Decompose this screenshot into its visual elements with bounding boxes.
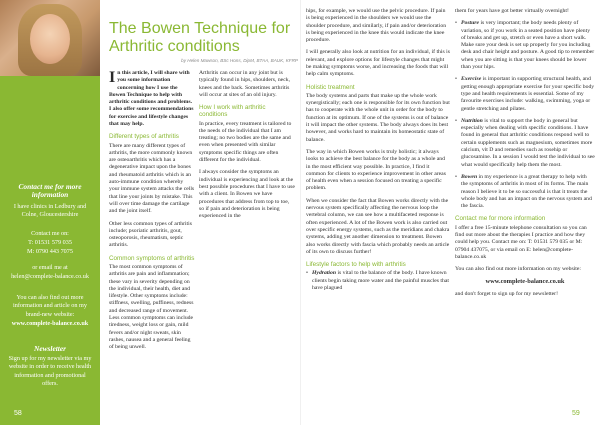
bowen-label: Bowen [461,173,478,180]
lifestyle-list-2 [455,20,595,210]
list-item-posture [455,20,595,71]
para-work-2: I always consider the symptoms an individual is experiencing and look at the best possible procedures that I have to use with a client. In Bowen we have procedures that address from top to toe, so if pain and deterioration is being experienced in the [199,169,295,220]
list-item-nutrition [455,118,595,169]
author-photo [0,0,100,76]
article-column-1 [109,70,195,357]
posture-label: Posture [461,20,480,27]
para-children: Arthritis can occur in any joint but is typically found in hips, shoulders, neck, knees and the back. Sometimes arthritis will occur at sites of an old injury. [199,70,290,98]
article-column-4 [455,8,595,303]
list-item-hydration [306,270,450,292]
list-item-bowen [455,174,595,210]
intro-text: n this article, I will share with you some information concerning how I use the Bowen Technique to help with arthritic conditions and problems. I also offer some recommendations for exercise and lifestyle changes that may help. [109,70,194,128]
para-col2-2: I will generally also look at nutrition for an individual, if this is relevant, and explore options for lifestyle changes that might be making symptoms worse, and increasing the foods that will help calm symptoms. [306,49,450,78]
heading-types: Different types of arthritis [109,133,179,141]
sidebar-tel: T: 01531 579 035 [28,239,72,246]
para-work-1: In practice, every treatment is tailored to the needs of the individual that I am treating; no two bodies are the same and even when presented with similar symptoms specific things are often different for the individual. [199,120,292,164]
page-gutter [300,0,301,425]
sidebar-contact-me-on: Contact me on: [31,230,69,237]
page-number-left: 58 [14,410,22,417]
sidebar-web-info: You can also find out more information and article on my brand-new website: [13,294,87,318]
sidebar-website[interactable]: www.complete-balance.co.uk [11,320,89,327]
para-holistic: The body systems and parts that make up the whole work synergistically; each one is responsible for its own function but has to cooperate with the whole unit in order for the body to function at its optimum. If one of the systems is out of balance it will impact the other systems. The body always does its best however, and works hard to maintain its homeostatic state of balance. [306,92,450,143]
article-intro [109,70,195,128]
article-website[interactable]: www.complete-balance.co.uk [485,278,565,286]
para-newsletter: and don't forget to sign up for my newsletter! [455,290,558,297]
article-column-2 [199,70,295,225]
lifestyle-list-1 [306,270,450,292]
article-byline: by Helen Mawson, BSc Hons, DipM, BTAA, BAUK, KFRP [181,58,298,63]
para-when: When we consider the fact that Bowen works directly with the nervous system specifically affecting the nervous loop the vertebral column, we can see how a multifaceted response is often experienced. A lot of the Bowen work is also carried out over specific energy systems, such as the meridians and chakra systems, adding yet another dimension to treatment. Bowen also works directly with fascia which probably needs an article of its own to discuss further! [306,197,450,255]
para-types-2: Other less common types of arthritis include; psoriatic arthritis, gout, osteoporosis, rheumatism, septic arthritis. [109,220,192,249]
para-types-1: There are many different types of arthritis, the more commonly known are osteoarthritis which has a degenerative impact upon the bones and rheumatoid arthritis which is an auto-immune condition whereby your immune system attacks the cells that line your joints by mistake. This will over time damage the cartilage and the joint itself. [109,142,195,215]
bowen-text: in my experience is a great therapy to help with the symptoms of arthritis in most of its forms. The main reason I believe it to be so successful is that it treats the whole body and has an impact on the nervous system and the fascia. [461,173,592,210]
author-face [30,14,70,64]
article-column-3 [306,8,450,297]
sidebar-email[interactable]: helen@complete-balance.co.uk [11,273,89,280]
list-item-exercise [455,76,595,112]
para-symptoms: The most common symptoms of arthritis are pain and inflammation; these vary in severity depending on the individual, their health, diet and lifestyle. Other symptoms include: stiffness, swelling, puffiness, redness and decreased range of movement. Less common symptoms can include tiredness, weight loss or gain, mild fevers and/or night sweats, skin rashes, nausea and a general feeling of being unwell. [109,263,194,351]
para-web: You can also find out more information on my website: [455,266,581,273]
hydration-text: is vital to the balance of the body. I have known clients begin taking more water and the painful muscles that have plagued [312,270,449,291]
hydration-label: Hydration [312,270,337,277]
sidebar-clinic-text: I have clinics in Ledbury and Colne, Gloucestershire [13,203,87,219]
sidebar-mob: M: 0790 443 7075 [27,248,73,255]
sidebar-email-label: or email me at [32,264,68,271]
para-contact: I offer a free 15-minute telephone consultation so you can find out more about the therapies I practice and how they could help you. Contact me on: T: 01531 579 035 or M: 07904 437075, or via email on E: helen@complete-balance.co.uk [455,224,587,260]
exercise-text: is important in supporting structural health, and getting enough appropriate exercise for your specific body type and health requirements is essential. Some of my favourite exercises include: walking, swimming, yoga or gentle stretching and pilates. [461,76,595,112]
sidebar-newsletter-title: Newsletter [33,344,67,353]
article-title: The Bowen Technique for Arthritic conditions [109,20,291,55]
heading-symptoms: Common symptoms of arthritis [109,254,195,262]
nutrition-label: Nutrition [461,117,483,124]
heading-lifestyle: Lifestyle factors to help with arthritis [306,261,406,269]
heading-holistic: Holistic treatment [306,83,355,91]
nutrition-text: is vital to support the body in general but especially when dealing with specific conditions. I have found in general that arthritic conditions respond well to certain supplements such as magnesium, sometimes more calcium, vit D and remedies such as rosehip or glucosamine. In a session I would test the individual to see what would specifically help them the most. [461,117,595,168]
sidebar-newsletter-text: Sign up for my newsletter via my website in order to receive health information and promotional offers. [8,355,92,388]
intro-dropcap: I [109,69,116,86]
page-number-right: 59 [572,410,580,417]
para-col2-1: hips, for example, we would use the pelvic procedure. If pain is being experienced in the shoulders we would use the shoulder procedure, and similarly, if pain and/or deterioration is being experienced in the knee this would indicate the knee procedure. [306,8,447,44]
heading-contact: Contact me for more information [455,215,546,223]
sidebar [0,0,100,425]
sidebar-contact-title: Contact me for more information [18,182,82,200]
para-col3-top: them for years have got better virtually overnight! [455,8,569,14]
para-bowen: The way in which Bowen works is truly holistic; it always looks to achieve the best balance for the body as a whole and in the most efficient way possible. In practice, I find it common for clients to experience improvement in other areas of health even when a session focused on treating a specific problem. [306,148,446,192]
heading-work: How I work with arthritic conditions [199,104,266,119]
posture-text: is very important; the body needs plenty of variation, so if you work in a seated position have plenty of breaks and get up, stretch or even have a short walk. Make sure your desk is set up properly for you including desk and chair height and posture. A good tip to remember when you are sitting is that your knees should be lower than your hips. [461,20,595,71]
exercise-label: Exercise [461,76,482,83]
